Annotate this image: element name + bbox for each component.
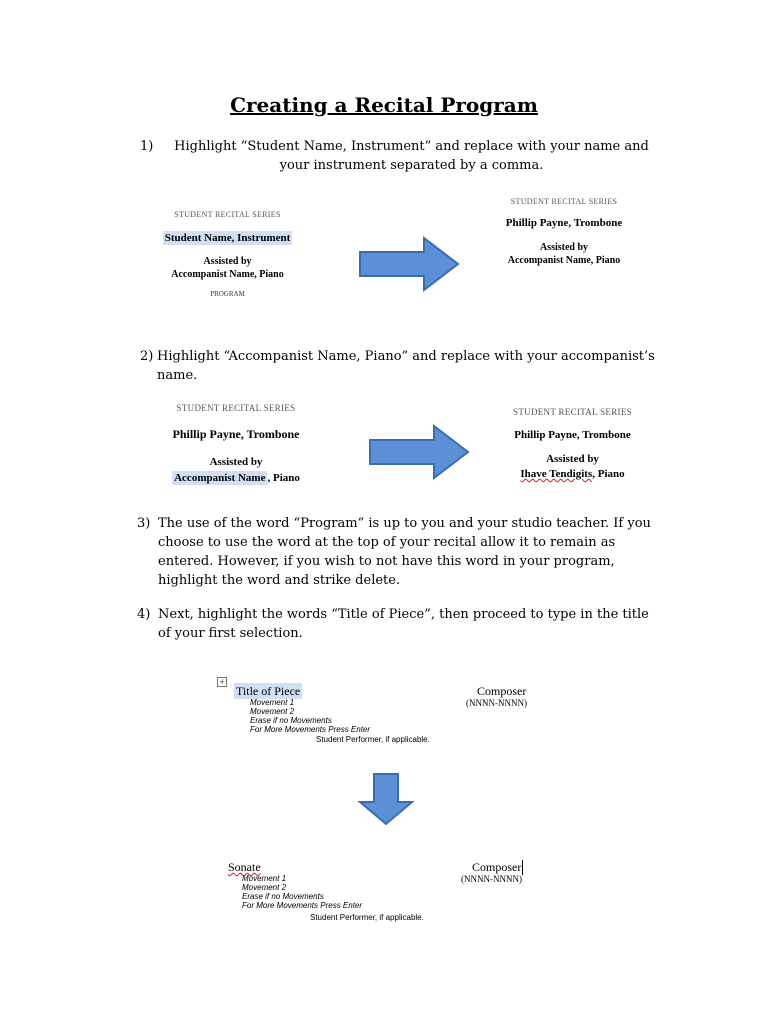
example-1-after [488, 197, 640, 267]
program-label: PROGRAM [210, 290, 245, 298]
example-1-before [150, 210, 305, 298]
piece-title-highlighted: Title of Piece [236, 684, 301, 698]
assisted-by-label: Assisted by [539, 242, 589, 253]
movement-item: Erase if no Movements [250, 716, 332, 725]
example-4-before [234, 684, 554, 746]
example-4-after [228, 860, 558, 926]
step-1 [140, 137, 660, 175]
arrow-down-icon [357, 772, 415, 826]
accompanist-instrument: , Piano [267, 472, 300, 484]
step-2 [140, 347, 660, 385]
step-number: 1) [140, 139, 154, 154]
accompanist-instrument: , Piano [592, 468, 625, 480]
composer-years: (NNNN-NNNN) [466, 698, 527, 708]
example-2-after [490, 407, 655, 482]
step-text: Next, highlight the words “Title of Piece”, then proceed to type in the title of your first selection. [158, 607, 649, 641]
accompanist-name-highlighted: Accompanist Name [174, 472, 266, 484]
assisted-by-label: Assisted by [209, 456, 263, 468]
accompanist-name: Accompanist Name, Piano [171, 269, 284, 280]
movement-item: Erase if no Movements [242, 892, 324, 901]
table-move-handle-icon[interactable]: + [217, 677, 227, 687]
movement-item: For More Movements Press Enter [242, 901, 363, 910]
composer-label: Composer [477, 684, 527, 698]
movement-list [242, 874, 362, 910]
series-heading: STUDENT RECITAL SERIES [174, 210, 281, 219]
step-number: 4) [137, 607, 151, 622]
series-heading: STUDENT RECITAL SERIES [510, 197, 618, 206]
student-name-highlighted: Student Name, Instrument [164, 232, 291, 244]
performer-line: Student Performer, if applicable. [310, 913, 424, 922]
series-heading: STUDENT RECITAL SERIES [513, 407, 632, 417]
movement-item: For More Movements Press Enter [250, 725, 371, 734]
composer-years: (NNNN-NNNN) [461, 874, 522, 884]
arrow-right-icon [368, 424, 470, 480]
performer-line: Student Performer, if applicable. [316, 735, 430, 744]
movement-item: Movement 2 [242, 883, 287, 892]
assisted-by-label: Assisted by [203, 256, 252, 267]
step-text: The use of the word “Program” is up to you and your studio teacher. If you choose to use the word at the top of your recital allow it to remain as entered. However, if you wish to not have this word in your program, highlight the word and strike delete. [158, 516, 651, 588]
step-3 [137, 514, 660, 590]
movement-list [250, 698, 370, 734]
accompanist-name: Accompanist Name, Piano [507, 255, 621, 266]
step-number: 2) [140, 349, 154, 364]
movement-item: Movement 1 [250, 698, 295, 707]
movement-item: Movement 1 [242, 874, 287, 883]
step-number: 3) [137, 516, 151, 531]
assisted-by-label: Assisted by [546, 453, 599, 465]
step-text: Highlight “Student Name, Instrument” and replace with your name and your instrument separated by a comma. [174, 139, 649, 173]
series-heading: STUDENT RECITAL SERIES [176, 403, 296, 413]
movement-item: Movement 2 [250, 707, 295, 716]
step-4 [137, 605, 660, 643]
student-name: Phillip Payne, Trombone [505, 217, 623, 229]
page-title: Creating a Recital Program [230, 93, 538, 117]
step-text: Highlight “Accompanist Name, Piano” and replace with your accompanist’s name. [157, 349, 655, 383]
student-name: Phillip Payne, Trombone [514, 429, 631, 441]
arrow-right-icon [358, 236, 460, 292]
composer-label: Composer [472, 860, 522, 874]
example-2-before [152, 403, 320, 486]
piece-title: Sonate [228, 860, 261, 874]
student-name: Phillip Payne, Trombone [172, 427, 300, 441]
accompanist-name: Ihave Tendigits [520, 468, 593, 480]
